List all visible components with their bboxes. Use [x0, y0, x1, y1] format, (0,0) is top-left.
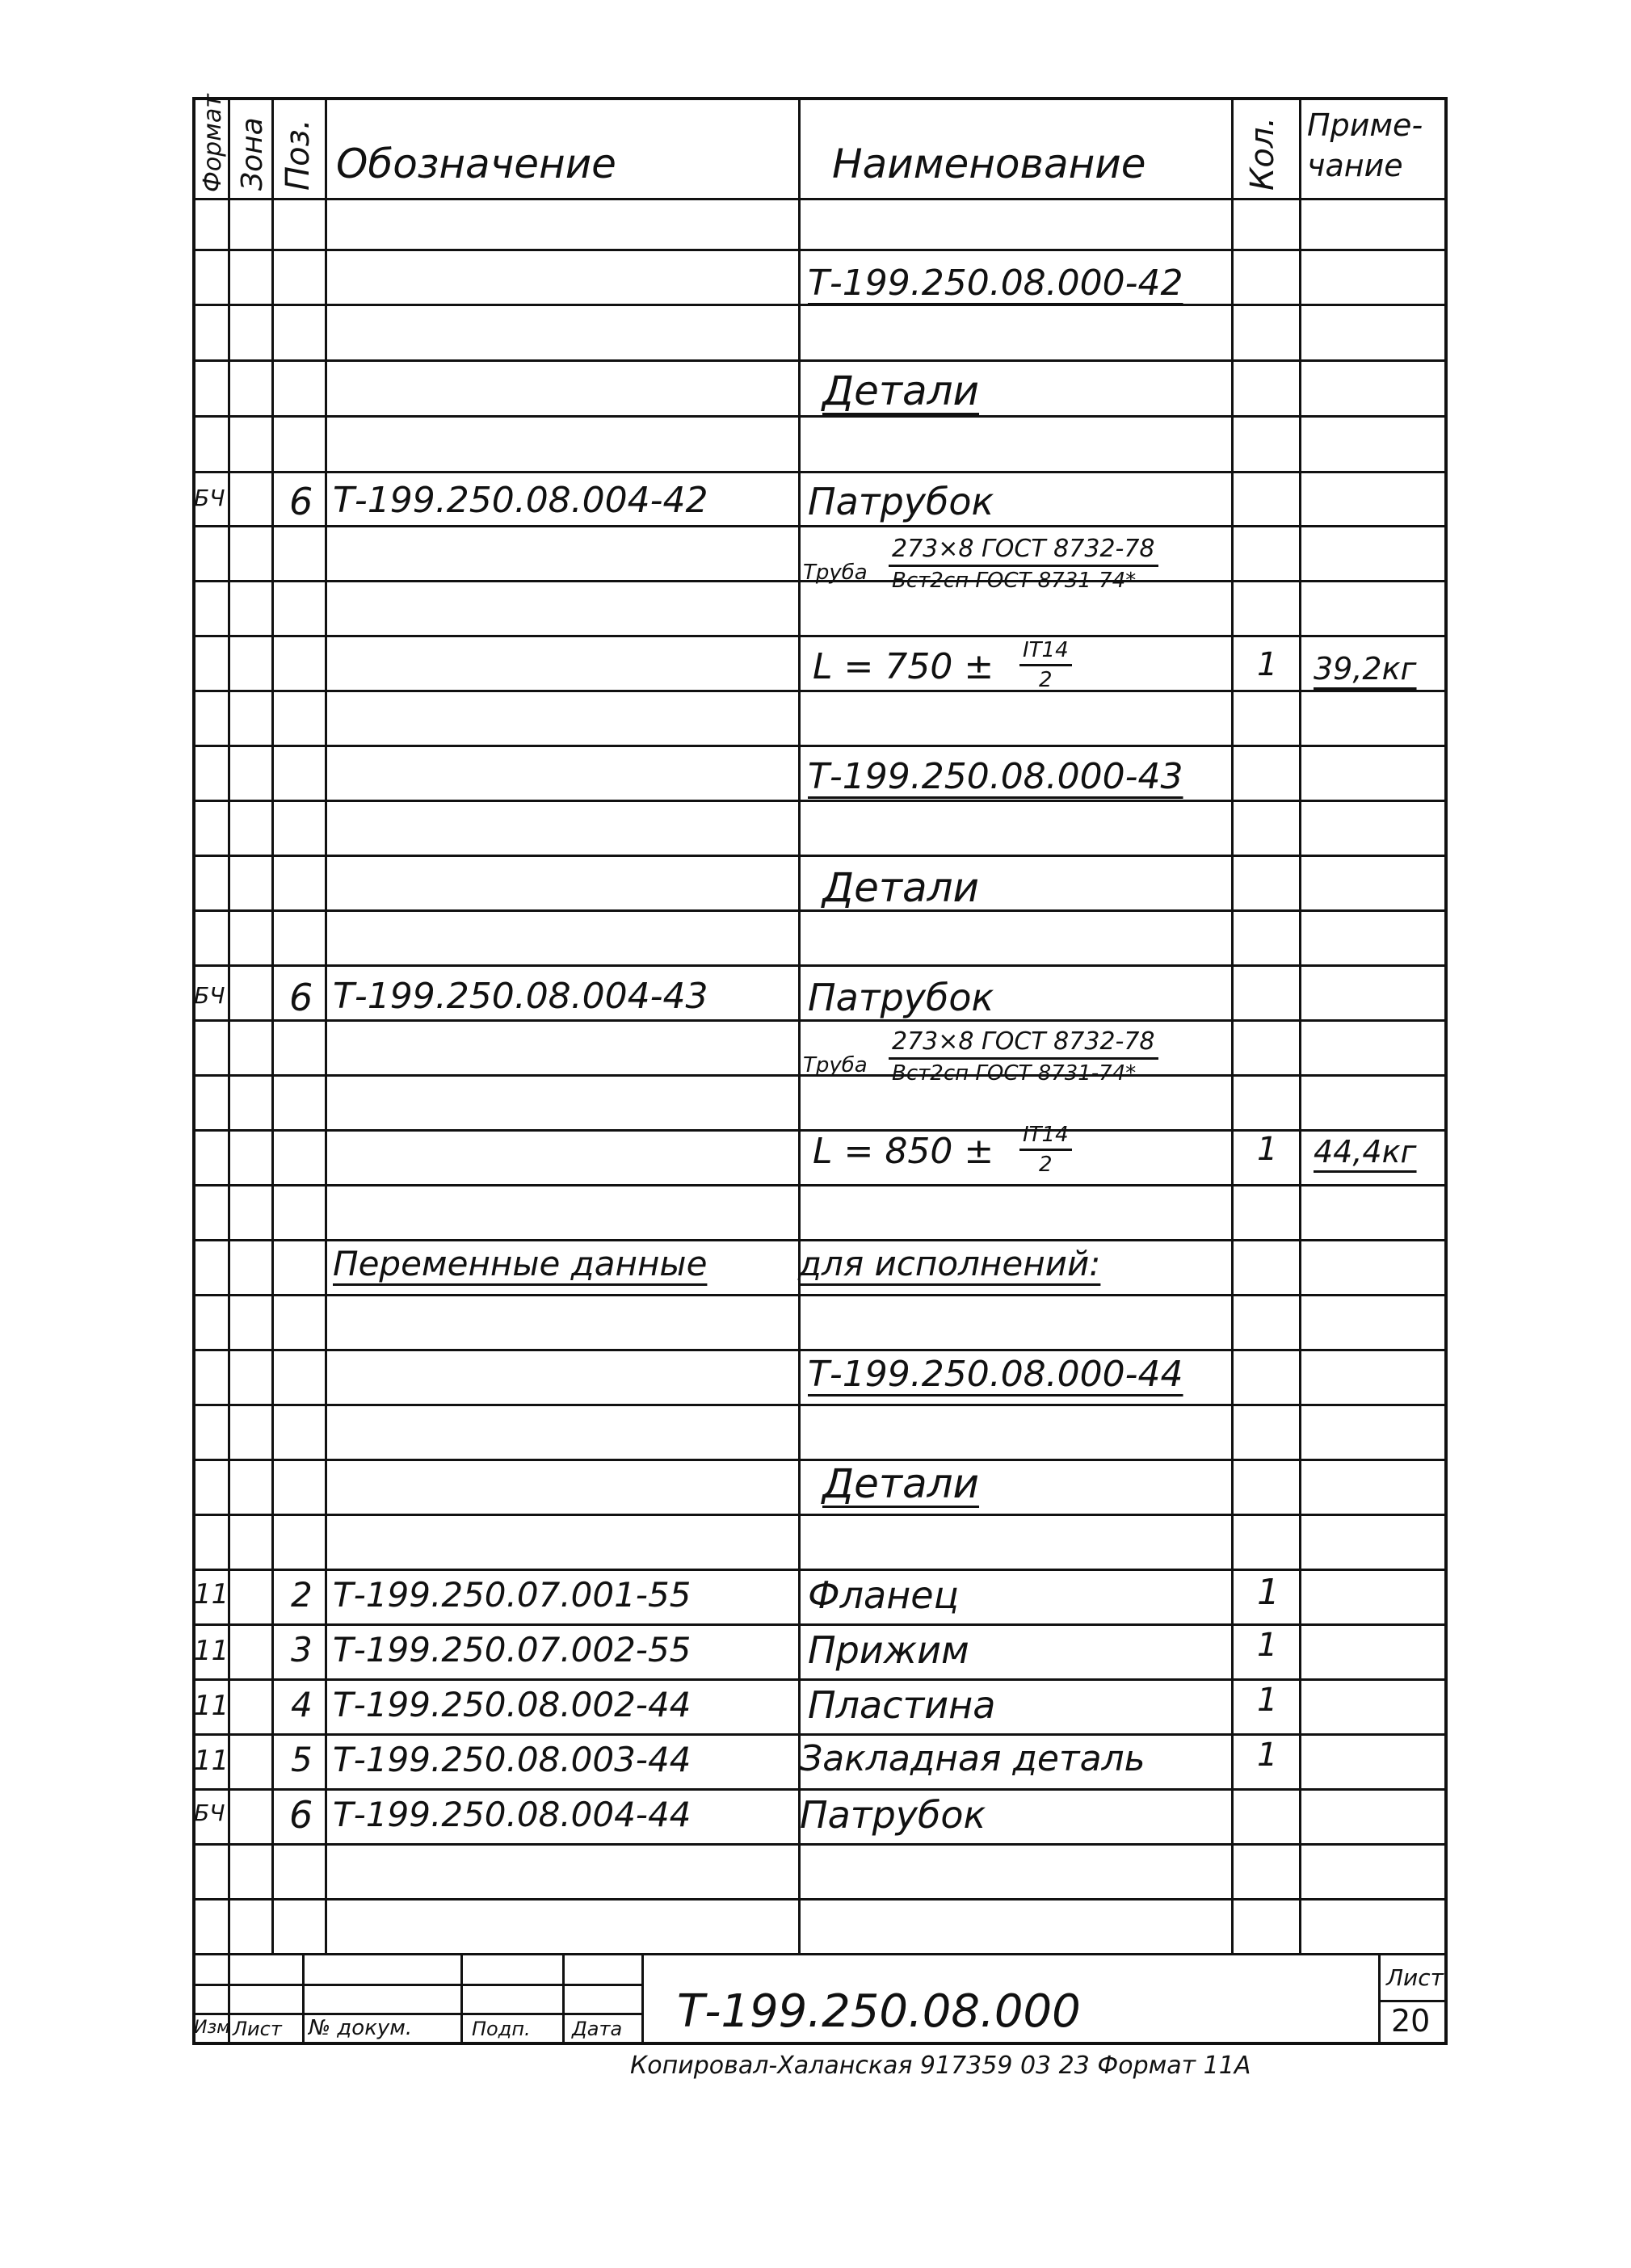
row-qty: 1 [1257, 1682, 1278, 1719]
col-divider-designation [798, 97, 801, 1955]
row-line [192, 1239, 1448, 1241]
col-divider-pos [325, 97, 327, 1955]
stamp-sheet-label: Лист [1386, 1964, 1444, 1991]
row-pos: 2 [291, 1575, 313, 1615]
row-qty: 1 [1257, 1737, 1278, 1774]
row-line [192, 1678, 1448, 1681]
row-pos: 6 [289, 480, 313, 523]
row-designation: Т-199.250.08.003-44 [333, 1740, 691, 1779]
row-qty: 1 [1257, 1131, 1278, 1168]
header-pos: Поз. [280, 119, 317, 191]
row-qty: 1 [1257, 1627, 1278, 1664]
header-designation: Обозначение [336, 141, 616, 187]
header-bottom-line [192, 198, 1448, 200]
row-line [192, 1184, 1448, 1186]
stamp-divider [641, 1953, 644, 2045]
stamp-date: Дата [572, 2018, 623, 2040]
row-designation: Т-199.250.08.004-43 [333, 976, 708, 1017]
variable-data-left: Переменные данные [333, 1244, 708, 1283]
row-line [192, 1514, 1448, 1516]
pipe-spec [889, 535, 1158, 593]
header-zone: Зона [236, 117, 269, 191]
header-note-2: чание [1307, 148, 1403, 183]
stamp-line [192, 1984, 641, 1986]
row-format: БЧ [194, 982, 225, 1009]
row-line [192, 1569, 1448, 1571]
row-line [192, 304, 1448, 306]
row-note: 44,4кг [1314, 1134, 1417, 1170]
tolerance-den: 2 [1039, 668, 1053, 692]
stamp-sign: Подп. [472, 2018, 531, 2040]
header-note-1: Приме- [1307, 107, 1423, 143]
tolerance-den: 2 [1039, 1153, 1053, 1177]
tolerance-num: IT14 [1019, 1123, 1072, 1151]
stamp-sheet-number: 20 [1391, 2003, 1431, 2039]
row-qty: 1 [1257, 646, 1278, 683]
row-line [192, 800, 1448, 802]
row-line [192, 249, 1448, 251]
pipe-spec [889, 1027, 1158, 1086]
row-name: Патрубок [808, 976, 994, 1019]
col-divider-name [1231, 97, 1234, 1955]
stamp-doc-no: № докум. [309, 2016, 413, 2040]
row-note: 39,2кг [1314, 651, 1417, 687]
pipe-spec-den: Вст2сп ГОСТ 8731-74* [892, 569, 1137, 593]
row-name: Закладная деталь [800, 1738, 1145, 1779]
col-divider-qty [1299, 97, 1301, 1955]
pipe-label: Труба [803, 1053, 868, 1077]
section-details-2: Детали [822, 864, 980, 911]
row-format: БЧ [194, 1800, 225, 1826]
row-line [192, 471, 1448, 473]
pipe-label: Труба [803, 561, 868, 585]
row-format: 11 [194, 1578, 229, 1611]
header-format: Формат [199, 94, 227, 192]
row-line [192, 1733, 1448, 1736]
row-line [192, 1294, 1448, 1296]
row-format: 11 [194, 1690, 229, 1722]
row-designation: Т-199.250.08.004-44 [333, 1795, 691, 1834]
stamp-divider [302, 1953, 305, 2045]
row-pos: 5 [291, 1740, 313, 1779]
stamp-list: Лист [233, 2018, 282, 2040]
stamp-line [1378, 2000, 1448, 2002]
length-tolerance [1019, 638, 1072, 692]
length-tolerance [1019, 1123, 1072, 1177]
col-divider-zone [271, 97, 274, 1955]
row-line [192, 1349, 1448, 1351]
row-format: БЧ [194, 485, 225, 511]
stamp-divider [1378, 1953, 1381, 2045]
stamp-izm: Изм [194, 2018, 230, 2038]
row-line [192, 1459, 1448, 1461]
row-pos: 3 [291, 1630, 313, 1670]
row-name: Пластина [808, 1683, 996, 1727]
row-line [192, 1788, 1448, 1791]
row-name: Патрубок [800, 1793, 986, 1837]
row-line [192, 745, 1448, 747]
row-qty: 1 [1257, 1572, 1280, 1613]
row-line [192, 964, 1448, 967]
document-code: Т-199.250.08.000 [677, 1985, 1081, 2038]
row-format: 11 [194, 1745, 229, 1777]
row-line [192, 359, 1448, 362]
length-text: L = 750 ± [813, 646, 994, 687]
stamp-line [192, 2013, 641, 2015]
row-name: Патрубок [808, 480, 994, 523]
row-line [192, 1898, 1448, 1900]
header-qty: Кол. [1244, 116, 1281, 191]
row-designation: Т-199.250.08.004-42 [333, 480, 708, 521]
row-line [192, 635, 1448, 637]
row-line [192, 909, 1448, 912]
row-line [192, 855, 1448, 857]
section-details-3: Детали [822, 1460, 980, 1507]
row-designation: Т-199.250.08.002-44 [333, 1685, 691, 1724]
assembly-code-42: Т-199.250.08.000-42 [808, 262, 1183, 304]
length-text: L = 850 ± [813, 1131, 994, 1172]
header-name: Наименование [832, 141, 1146, 187]
stamp-top-line [192, 1953, 1448, 1955]
section-details-1: Детали [822, 368, 980, 414]
row-designation: Т-199.250.07.001-55 [333, 1575, 691, 1615]
variable-data-right: для исполнений: [798, 1244, 1101, 1283]
row-pos: 4 [291, 1685, 313, 1724]
tolerance-num: IT14 [1019, 638, 1072, 666]
assembly-code-43: Т-199.250.08.000-43 [808, 756, 1183, 797]
row-format: 11 [194, 1635, 229, 1667]
row-line [192, 690, 1448, 692]
row-line [192, 1019, 1448, 1022]
copy-info: Копировал-Халанская 917359 03 23 Формат 11А [630, 2052, 1251, 2080]
row-name: Фланец [808, 1573, 959, 1617]
row-name: Прижим [808, 1628, 969, 1672]
pipe-spec-num: 273×8 ГОСТ 8732-78 [889, 535, 1158, 567]
pipe-spec-den: Вст2сп ГОСТ 8731-74* [892, 1061, 1137, 1086]
row-line [192, 415, 1448, 418]
row-designation: Т-199.250.07.002-55 [333, 1630, 691, 1670]
row-pos: 6 [289, 1793, 313, 1837]
row-line [192, 525, 1448, 527]
stamp-divider [460, 1953, 463, 2045]
assembly-code-44: Т-199.250.08.000-44 [808, 1354, 1183, 1395]
stamp-divider [562, 1953, 565, 2045]
pipe-spec-num: 273×8 ГОСТ 8732-78 [889, 1027, 1158, 1060]
col-divider-format [228, 97, 230, 1955]
row-line [192, 1404, 1448, 1406]
row-line [192, 1843, 1448, 1846]
row-pos: 6 [289, 976, 313, 1019]
row-line [192, 1623, 1448, 1626]
